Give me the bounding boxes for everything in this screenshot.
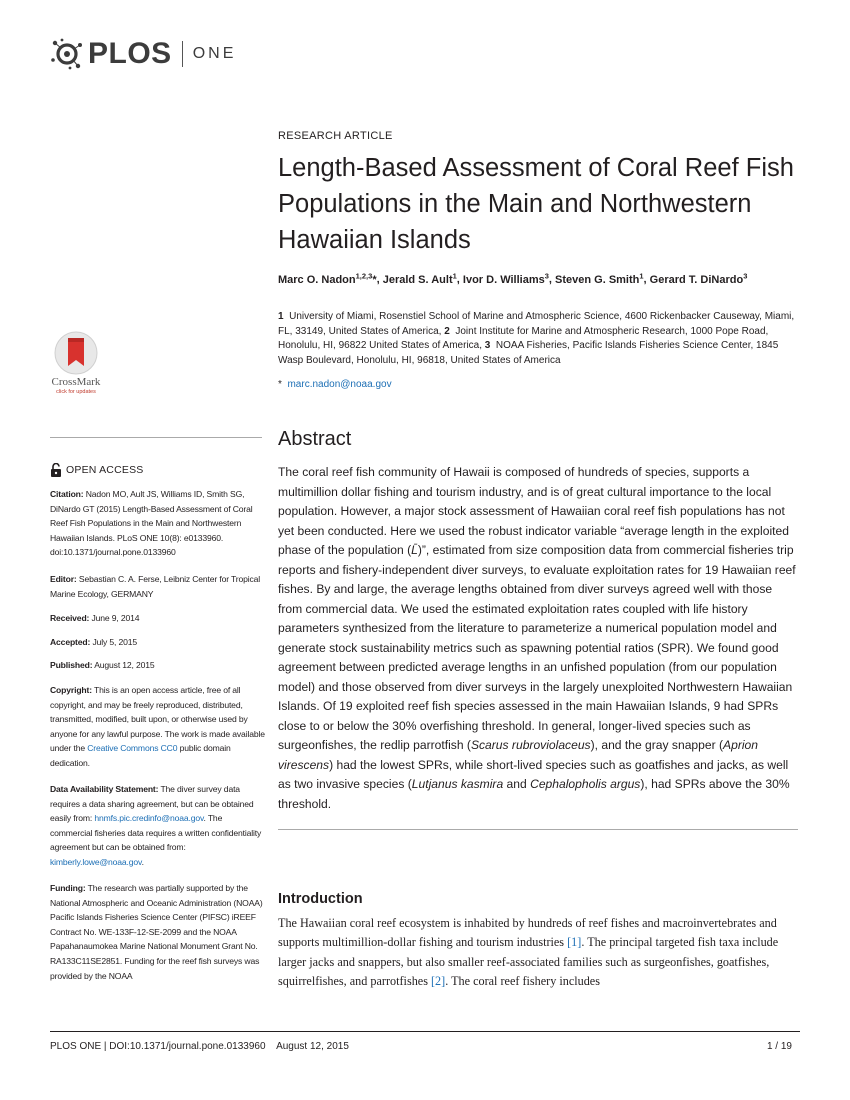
editor: Editor: Sebastian C. A. Ferse, Leibniz Center for Tropical Marine Ecology, GERMANY bbox=[50, 574, 261, 599]
author[interactable]: Jerald S. Ault$^1$ bbox=[382, 271, 457, 286]
accepted-date: Accepted: July 5, 2015 bbox=[50, 637, 137, 647]
affiliation-number: 3 bbox=[484, 340, 491, 352]
received-date: Received: June 9, 2014 bbox=[50, 613, 140, 623]
citation: Citation: Nadon MO, Ault JS, Williams ID, Smith SG, DiNardo GT (2015) Length-Based Assessment of Coral Reef Fish Populations in the Main and Northwestern Hawaiian Islands. PLoS ONE 10(8): e0133960. doi:10.1371/journal.pone.0133960 bbox=[50, 489, 253, 558]
copyright: Copyright: This is an open access article, free of all copyright, and may be freely reproduced, distributed, transmitted, modified, built upon, or otherwise used by anyone for any lawful purpose. The work is made available under the Creative Commons CC0 public domain dedication. bbox=[50, 685, 265, 768]
article-title: Length-Based Assessment of Coral Reef Fish Populations in the Main and Northwestern Hawaiian Islands bbox=[278, 154, 794, 254]
logo-divider bbox=[182, 41, 183, 67]
author[interactable]: Marc O. Nadon$^{1,2,3}$* bbox=[278, 271, 377, 286]
introduction-body: The Hawaiian coral reef ecosystem is inhabited by hundreds of reef fishes and macroinvertebrates and supports multimillion-dollar fishing and tourism industries [1]. The principal targeted fish taxa include larger jacks and snappers, but also smaller reef-associated families such as surgeonfishes, goatfishes, squirrelfishes, and parrotfishes [2]. The coral reef fishery includes bbox=[278, 916, 779, 988]
data-email-link[interactable]: hnmfs.pic.credinfo@noaa.gov bbox=[94, 813, 204, 824]
affiliation-number: 2 bbox=[444, 325, 450, 337]
plos-one-logo[interactable] bbox=[50, 38, 236, 70]
logo-journal: ONE bbox=[192, 45, 237, 62]
crossmark-badge[interactable] bbox=[47, 330, 105, 381]
data-email-link[interactable]: kimberly.lowe@noaa.gov bbox=[50, 856, 142, 867]
cc0-license-link[interactable]: Creative Commons CC0 bbox=[87, 743, 178, 754]
affiliation-number: 1 bbox=[278, 311, 284, 322]
article-type: RESEARCH ARTICLE bbox=[278, 130, 393, 142]
abstract-body: The coral reef fish community of Hawaii is composed of hundreds of species, supports a multimillion dollar fishing and tourism industry, and is of great cultural importance to the local population. However, a major stock assessment of Hawaiian coral reef fish populations has not yet been conducted. Here we used the robust indicator variable “average length in the exploited phase of the population (L̄)”, estimated from size composition data from commercial fisheries trip reports and fishery-independent diver surveys, to evaluate exploitation rates for 19 Hawaiian reef fishes. By and large, the average lengths obtained from diver surveys agreed well with those from commercial data. We used the estimated exploitation rates coupled with life history parameters synthesized from the literature to parameterize a numerical population model and generate stock sustainability metrics such as spawning potential ratios (SPR). We found good agreement between predicted average lengths in an unfished population (from our population model) and those observed from diver surveys in the largely unexploited Northwestern Hawaiian Islands. Of 19 exploited reef fish species assessed in the main Hawaiian Islands, 9 had SPRs close to or below the 30% overfishing threshold. In general, longer-lived species such as surgeonfishes, the redlip parrotfish (Scarus rubroviolaceus), and the gray snapper (Aprion virescens) had the lowest SPRs, while short-lived species such as goatfishes and jacks, as well as two invasive species (Lutjanus kasmira and Cephalopholis argus), had SPRs above the 30% threshold. bbox=[278, 465, 796, 811]
logo-word: PLOS bbox=[88, 37, 172, 70]
affiliations bbox=[278, 310, 798, 368]
crossmark-icon bbox=[47, 330, 105, 376]
footer-rule bbox=[50, 1031, 800, 1032]
open-access-badge bbox=[50, 463, 143, 477]
open-lock-icon bbox=[50, 463, 62, 477]
reference-link[interactable]: [1] bbox=[567, 935, 582, 950]
correspondence: * marc.nadon@noaa.gov bbox=[278, 379, 392, 390]
author-list: Marc O. Nadon$^{1,2,3}$*, Jerald S. Ault$^1$, Ivor D. Williams$^3$, Steven G. Smith$^1$, Gerard T. DiNardo$^3$ bbox=[278, 271, 748, 286]
open-access-label: OPEN ACCESS bbox=[66, 464, 144, 476]
reference-link[interactable]: [2] bbox=[430, 973, 446, 988]
introduction-heading: Introduction bbox=[278, 891, 363, 907]
author[interactable]: Steven G. Smith$^1$ bbox=[555, 271, 644, 286]
abstract-bottom-rule bbox=[278, 829, 798, 830]
page-number: 1 / 19 bbox=[766, 1041, 792, 1052]
author[interactable]: Ivor D. Williams$^3$ bbox=[462, 271, 549, 286]
author[interactable]: Gerard T. DiNardo$^3$ bbox=[649, 271, 748, 286]
crossmark-label: CrossMark bbox=[51, 376, 101, 388]
published-date: Published: August 12, 2015 bbox=[50, 660, 155, 670]
crossmark-sublabel[interactable]: click for updates bbox=[56, 389, 96, 395]
affiliation-text: University of Miami, Rosenstiel School of Marine and Atmospheric Science, 4600 Rickenbacker Causeway, Miami, FL, 33149, United States of America, bbox=[278, 311, 795, 337]
footer-citation: PLOS ONE | DOI:10.1371/journal.pone.0133960 August 12, 2015 bbox=[50, 1041, 349, 1052]
funding: Funding: The research was partially supported by the National Atmospheric and Oceanic Administration (NOAA) Pacific Islands Fisheries Science Center (PIFSC) iREEF Contract No. WE-133F-12-SE-2099 and the NOAA Papahanaumokea Marine National Monument Grant No. RA133C11SE2851. Funding for the reef fish surveys was provided by the NOAA bbox=[50, 883, 263, 981]
data-availability: Data Availability Statement: The diver survey data requires a data sharing agreement, but can be obtained easily from: hnmfs.pic.credinfo@noaa.gov. The commercial fisheries data requires a written confidentiality agreement but can be obtained from: kimberly.lowe@noaa.gov. bbox=[50, 784, 262, 867]
affiliation-text: NOAA Fisheries, Pacific Islands Fisheries Science Center, 1845 Wasp Boulevard, Honolulu, HI, 96818, United States of America bbox=[278, 340, 779, 366]
corresponding-email-link[interactable]: marc.nadon@noaa.gov bbox=[287, 379, 392, 390]
sidebar-top-rule bbox=[50, 437, 262, 438]
plos-molecule-icon bbox=[50, 38, 84, 70]
abstract-heading: Abstract bbox=[278, 428, 352, 450]
affiliation-text: Joint Institute for Marine and Atmospheric Research, 1000 Pope Road, Honolulu, HI, 96822 United States of America, bbox=[278, 325, 769, 352]
